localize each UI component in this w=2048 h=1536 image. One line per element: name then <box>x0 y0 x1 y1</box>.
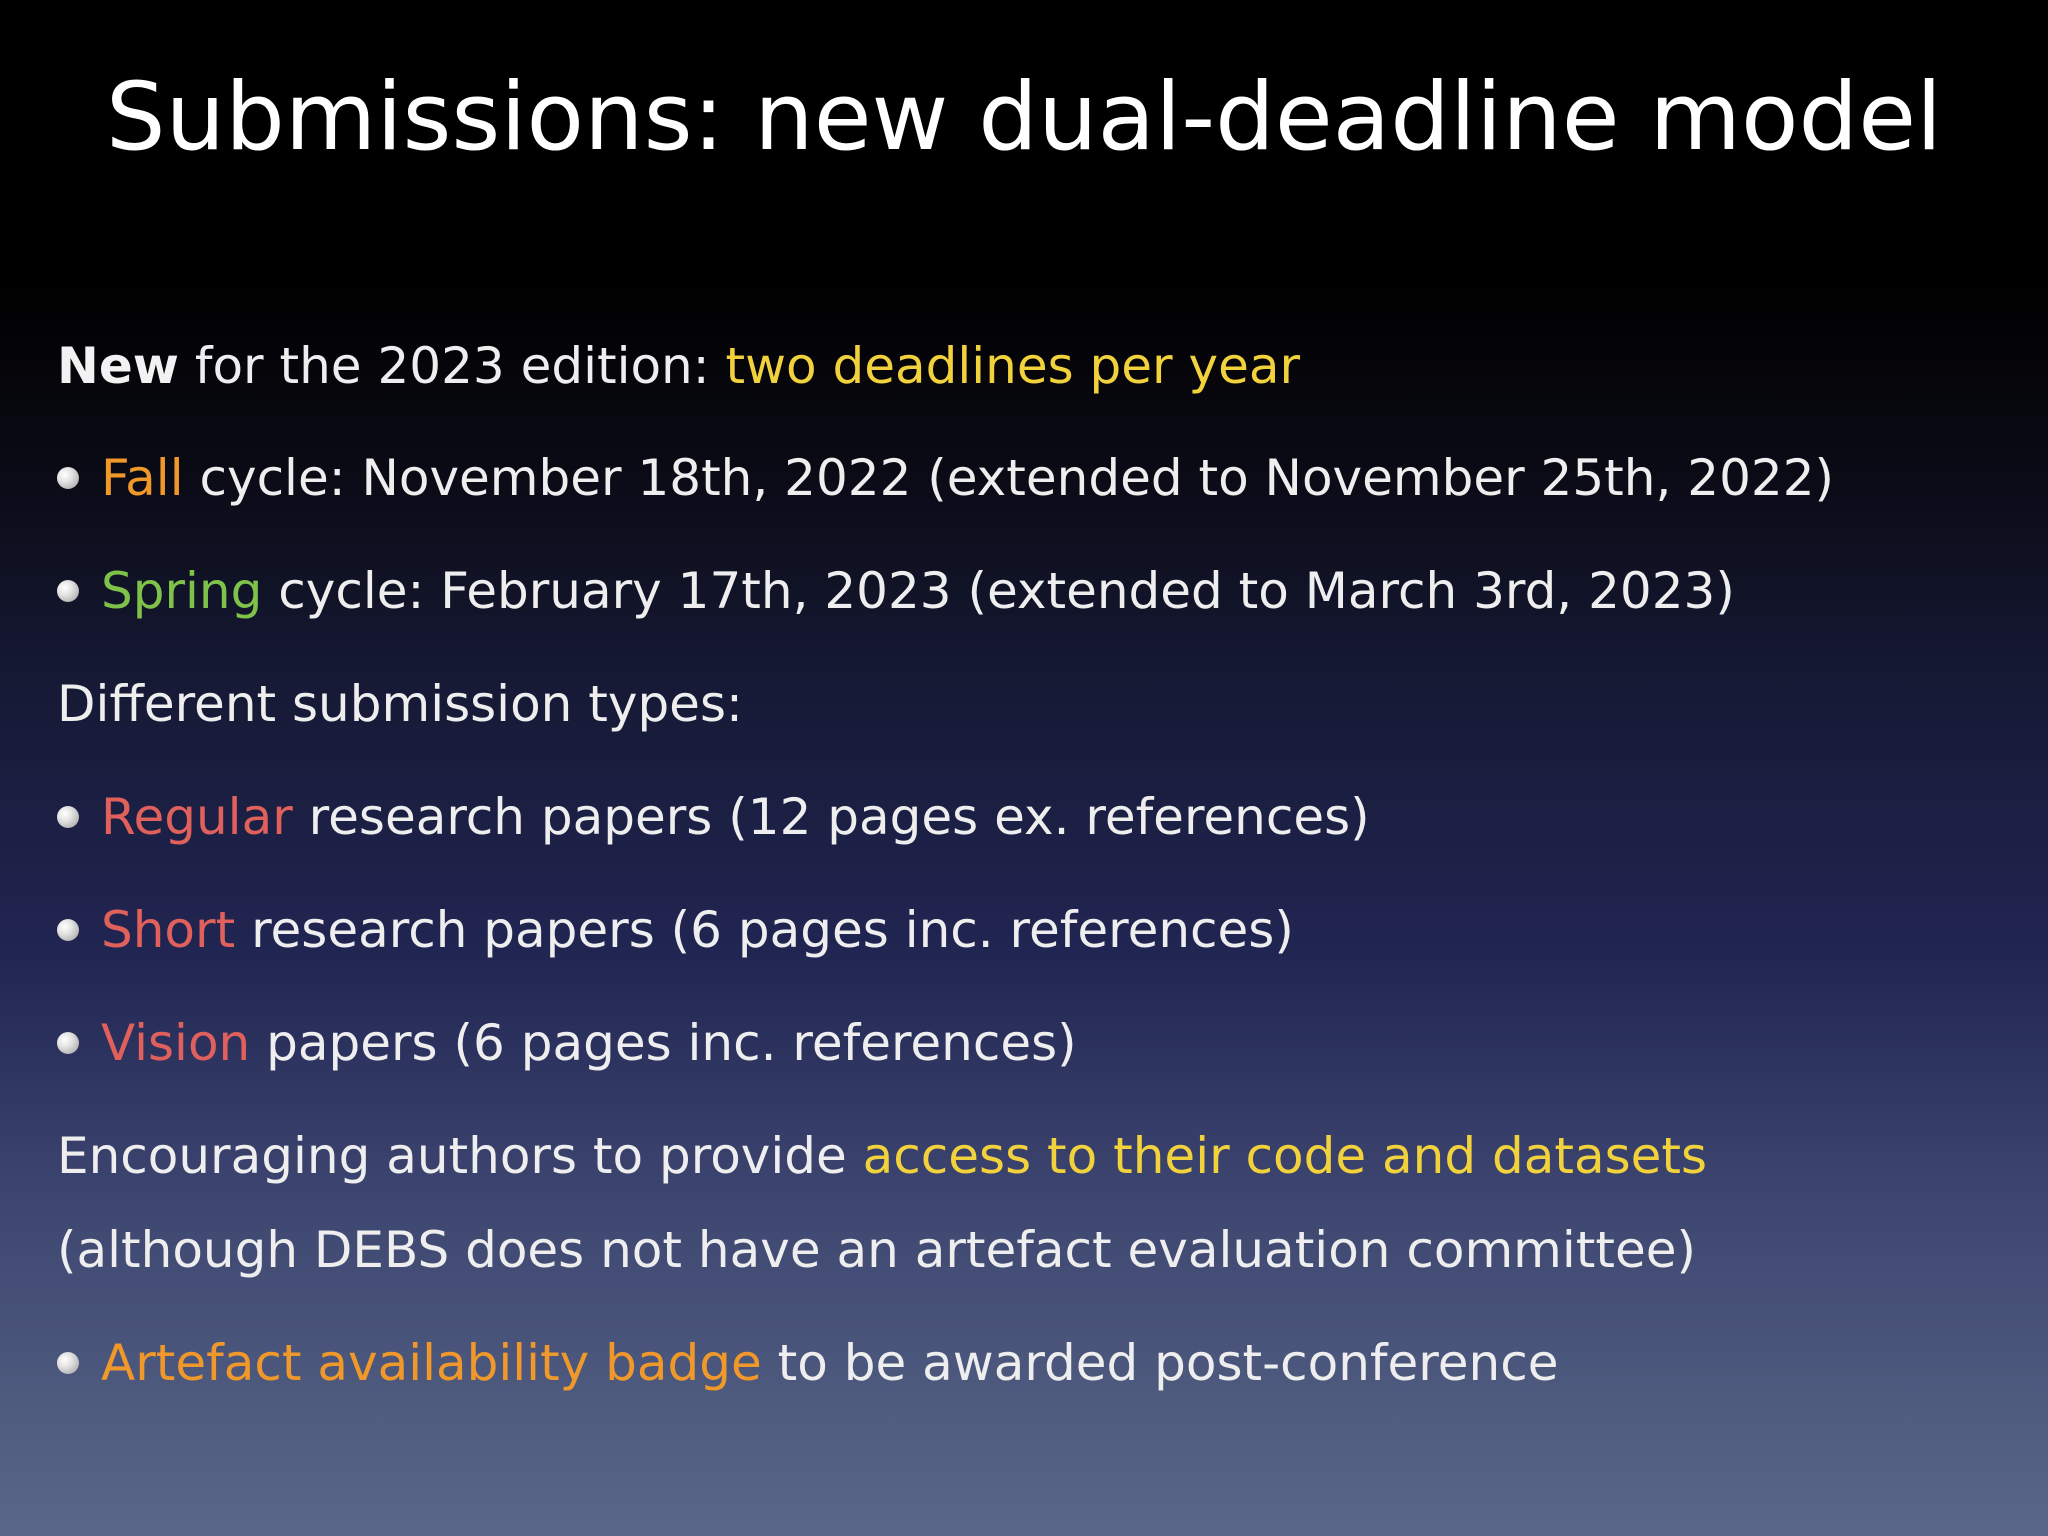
bullet-dot-icon <box>57 806 79 828</box>
short-text: research papers (6 pages inc. references) <box>235 901 1294 959</box>
bullet-regular-papers <box>57 785 1370 849</box>
spring-text: cycle: February 17th, 2023 (extended to March 3rd, 2023) <box>262 562 1735 620</box>
slide-title: Submissions: new dual-deadline model <box>105 63 1943 172</box>
bullet-dot-icon <box>57 1352 79 1374</box>
encourage-text: Encouraging authors to provide <box>57 1127 863 1185</box>
bullet-short-papers <box>57 898 1294 962</box>
badge-label: Artefact availability badge <box>101 1334 762 1392</box>
types-heading: Different submission types: <box>57 675 743 733</box>
regular-label: Regular <box>101 788 293 846</box>
badge-text: to be awarded post-conference <box>761 1334 1559 1392</box>
intro-line <box>57 334 1300 398</box>
vision-text: papers (6 pages inc. references) <box>250 1014 1077 1072</box>
short-label: Short <box>101 901 236 959</box>
fall-text: cycle: November 18th, 2022 (extended to November 25th, 2022) <box>183 449 1835 507</box>
bullet-dot-icon <box>57 467 79 489</box>
intro-new: New <box>57 337 179 395</box>
bullet-dot-icon <box>57 919 79 941</box>
encourage-line <box>57 1124 1707 1188</box>
regular-text: research papers (12 pages ex. references) <box>292 788 1370 846</box>
bullet-dot-icon <box>57 1032 79 1054</box>
bullet-fall-cycle <box>57 446 1834 510</box>
bullet-dot-icon <box>57 580 79 602</box>
fall-label: Fall <box>101 449 184 507</box>
bullet-vision-papers <box>57 1011 1077 1075</box>
spring-label: Spring <box>101 562 263 620</box>
encourage-highlight: access to their code and datasets <box>862 1127 1708 1185</box>
bullet-spring-cycle <box>57 559 1735 623</box>
note-line: (although DEBS does not have an artefact evaluation committee) <box>57 1221 1696 1279</box>
bullet-artefact-badge <box>57 1331 1558 1395</box>
vision-label: Vision <box>101 1014 251 1072</box>
intro-text: for the 2023 edition: <box>178 337 726 395</box>
intro-highlight: two deadlines per year <box>725 337 1301 395</box>
